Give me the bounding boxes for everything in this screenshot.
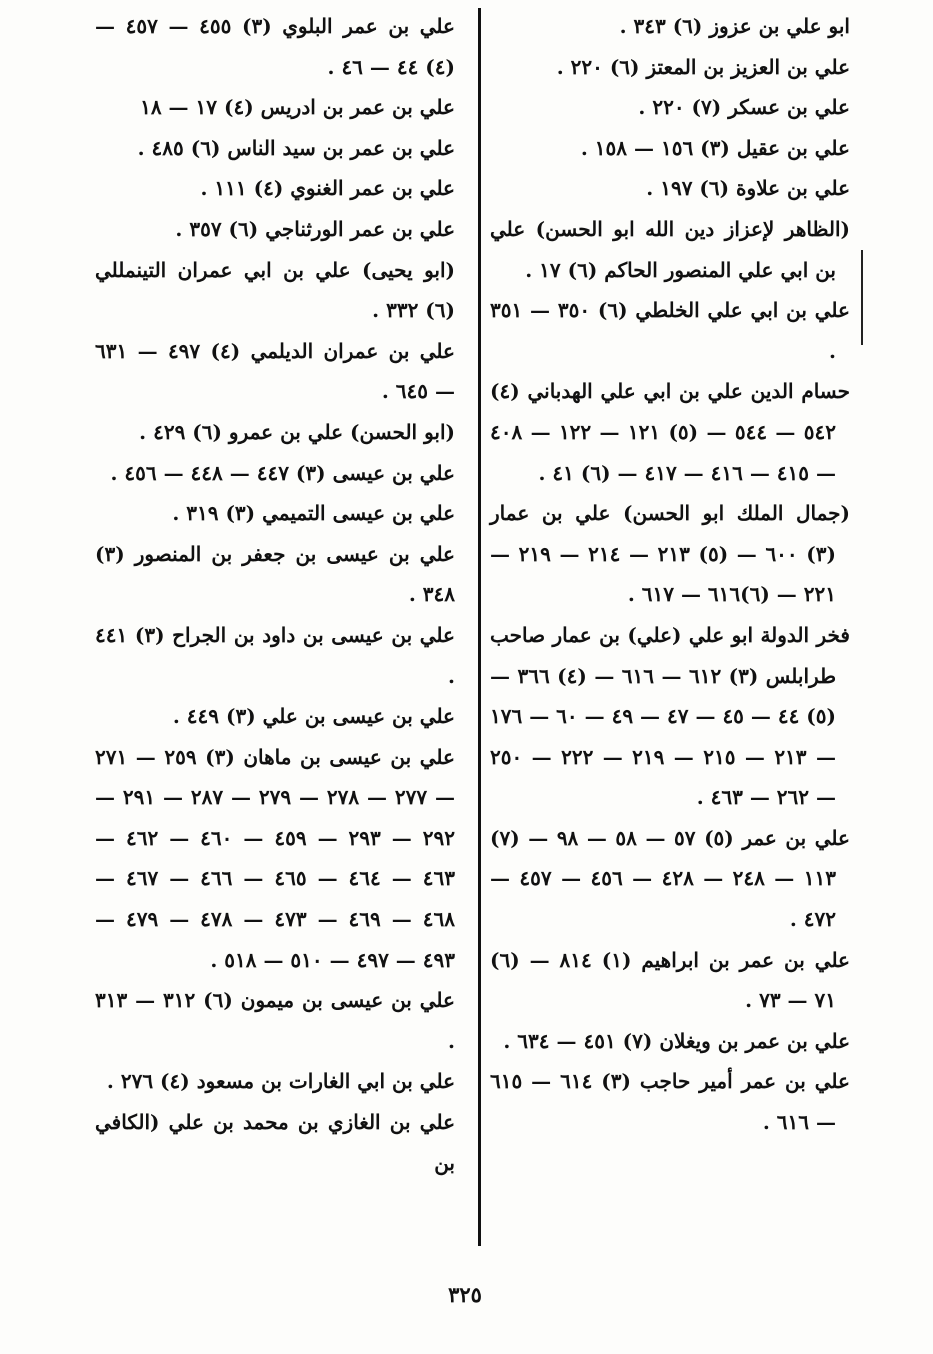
index-entry: علي بن عمر الغنوي (٤) ١١١ . xyxy=(200,176,455,201)
index-entry: علي بن عمر أمير حاجب (٣) ٦١٤ — ٦١٥ — ٦١٦ . xyxy=(490,1069,850,1135)
index-entry: علي بن عمر بن سيد الناس (٦) ٤٨٥ . xyxy=(137,135,455,160)
index-column-right xyxy=(490,6,850,1143)
index-entry: علي بن عمران الديلمي (٤) ٤٩٧ — ٦٣١ — ٦٤٥ . xyxy=(95,338,455,404)
index-column-left xyxy=(95,6,455,1183)
index-entry: علي بن عيسى بن داود بن الجراح (٣) ٤٤١ . xyxy=(95,622,455,688)
index-entry: علي بن عيسى التميمي (٣) ٣١٩ . xyxy=(172,501,455,526)
column-divider xyxy=(478,8,481,1246)
index-entry: علي بن الغازي بن محمد بن علي (الكافي بن xyxy=(95,1110,455,1175)
margin-mark xyxy=(861,250,863,345)
index-entry: (ابو الحسن) علي بن عمرو (٦) ٤٢٩ . xyxy=(139,419,455,444)
index-entry: علي بن علاوة (٦) ١٩٧ . xyxy=(646,176,850,201)
index-entry: (الظاهر لإعزاز دين الله ابو الحسن) علي بن ابي علي المنصور الحاكم (٦) ١٧ . xyxy=(490,216,850,282)
index-entry: فخر الدولة ابو علي (علي) بن عمار صاحب طرابلس (٣) ٦١٢ — ٦١٦ — (٤) ٣٦٦ — (٥) ٤٤ — ٤٥ — ٤٧ — ٤٩ — ٦٠ — ١٧٦ — ٢١٣ — ٢١٥ — ٢١٩ — ٢٢٢ — ٢٥٠ — ٢٦٢ — ٤٦٣ . xyxy=(490,622,850,810)
index-entry: علي بن العزيز بن المعتز (٦) ٢٢٠ . xyxy=(556,54,850,79)
index-entry: علي بن عمر بن ابراهيم (١) ٨١٤ — (٦) ٧١ — ٧٣ . xyxy=(490,947,850,1013)
index-entry: علي بن عمر بن ويغلان (٧) ٤٥١ — ٦٣٤ . xyxy=(503,1028,850,1053)
index-entry: (ابو يحيى) علي بن ابي عمران التينمللي (٦) ٣٣٢ . xyxy=(95,257,455,323)
index-entry: حسام الدين علي بن ابي علي الهدباني (٤) ٥٤٢ — ٥٤٤ — (٥) ١٢١ — ١٢٢ — ٤٠٨ — ٤١٥ — ٤١٦ — ٤١٧ — (٦) ٤١ . xyxy=(490,379,850,485)
index-entry: علي بن ابي علي الخلطي (٦) ٣٥٠ — ٣٥١ . xyxy=(490,298,850,363)
index-entry: ابو علي بن عزوز (٦) ٣٤٣ . xyxy=(619,14,850,38)
index-entry: علي بن عيسى بن ميمون (٦) ٣١٢ — ٣١٣ . xyxy=(95,988,455,1053)
index-entry: علي بن عيسى (٣) ٤٤٧ — ٤٤٨ — ٤٥٦ . xyxy=(110,460,455,485)
index-entry: علي بن عقيل (٣) ١٥٦ — ١٥٨ . xyxy=(580,135,850,160)
index-entry: علي بن عمر بن ادريس (٤) ١٧ — ١٨ xyxy=(140,95,455,120)
index-entry: علي بن عمر (٥) ٥٧ — ٥٨ — ٩٨ — (٧) ١١٣ — ٢٤٨ — ٤٢٨ — ٤٥٦ — ٤٥٧ — ٤٧٢ . xyxy=(490,825,850,932)
index-entry: علي بن عيسى بن علي (٣) ٤٤٩ . xyxy=(172,704,455,729)
page-number: ٣٢٥ xyxy=(448,1282,482,1307)
index-entry: علي بن عسكر (٧) ٢٢٠ . xyxy=(638,95,850,120)
index-entry: (جمال الملك ابو الحسن) علي بن عمار (٣) ٦٠٠ — (٥) ٢١٣ — ٢١٤ — ٢١٩ — ٢٢١ — (٦)٦١٦ — ٦١٧ . xyxy=(490,501,850,607)
index-entry: علي بن عيسى بن ماهان (٣) ٢٥٩ — ٢٧١ — ٢٧٧ — ٢٧٨ — ٢٧٩ — ٢٨٧ — ٢٩١ — ٢٩٢ — ٢٩٣ — ٤٥٩ — ٤٦٠ — ٤٦٢ — ٤٦٣ — ٤٦٤ — ٤٦٥ — ٤٦٦ — ٤٦٧ — ٤٦٨ — ٤٦٩ — ٤٧٣ — ٤٧٨ — ٤٧٩ — ٤٩٣ — ٤٩٧ — ٥١٠ — ٥١٨ . xyxy=(95,744,456,972)
index-entry: علي بن عيسى بن جعفر بن المنصور (٣) ٣٤٨ . xyxy=(95,541,455,607)
index-entry: علي بن عمر الورثناجي (٦) ٣٥٧ . xyxy=(175,216,455,241)
index-entry: علي بن عمر البلوي (٣) ٤٥٥ — ٤٥٧ — (٤) ٤٤ — ٤٦ . xyxy=(95,14,455,79)
index-entry: علي بن ابي الغارات بن مسعود (٤) ٢٧٦ . xyxy=(106,1069,455,1094)
